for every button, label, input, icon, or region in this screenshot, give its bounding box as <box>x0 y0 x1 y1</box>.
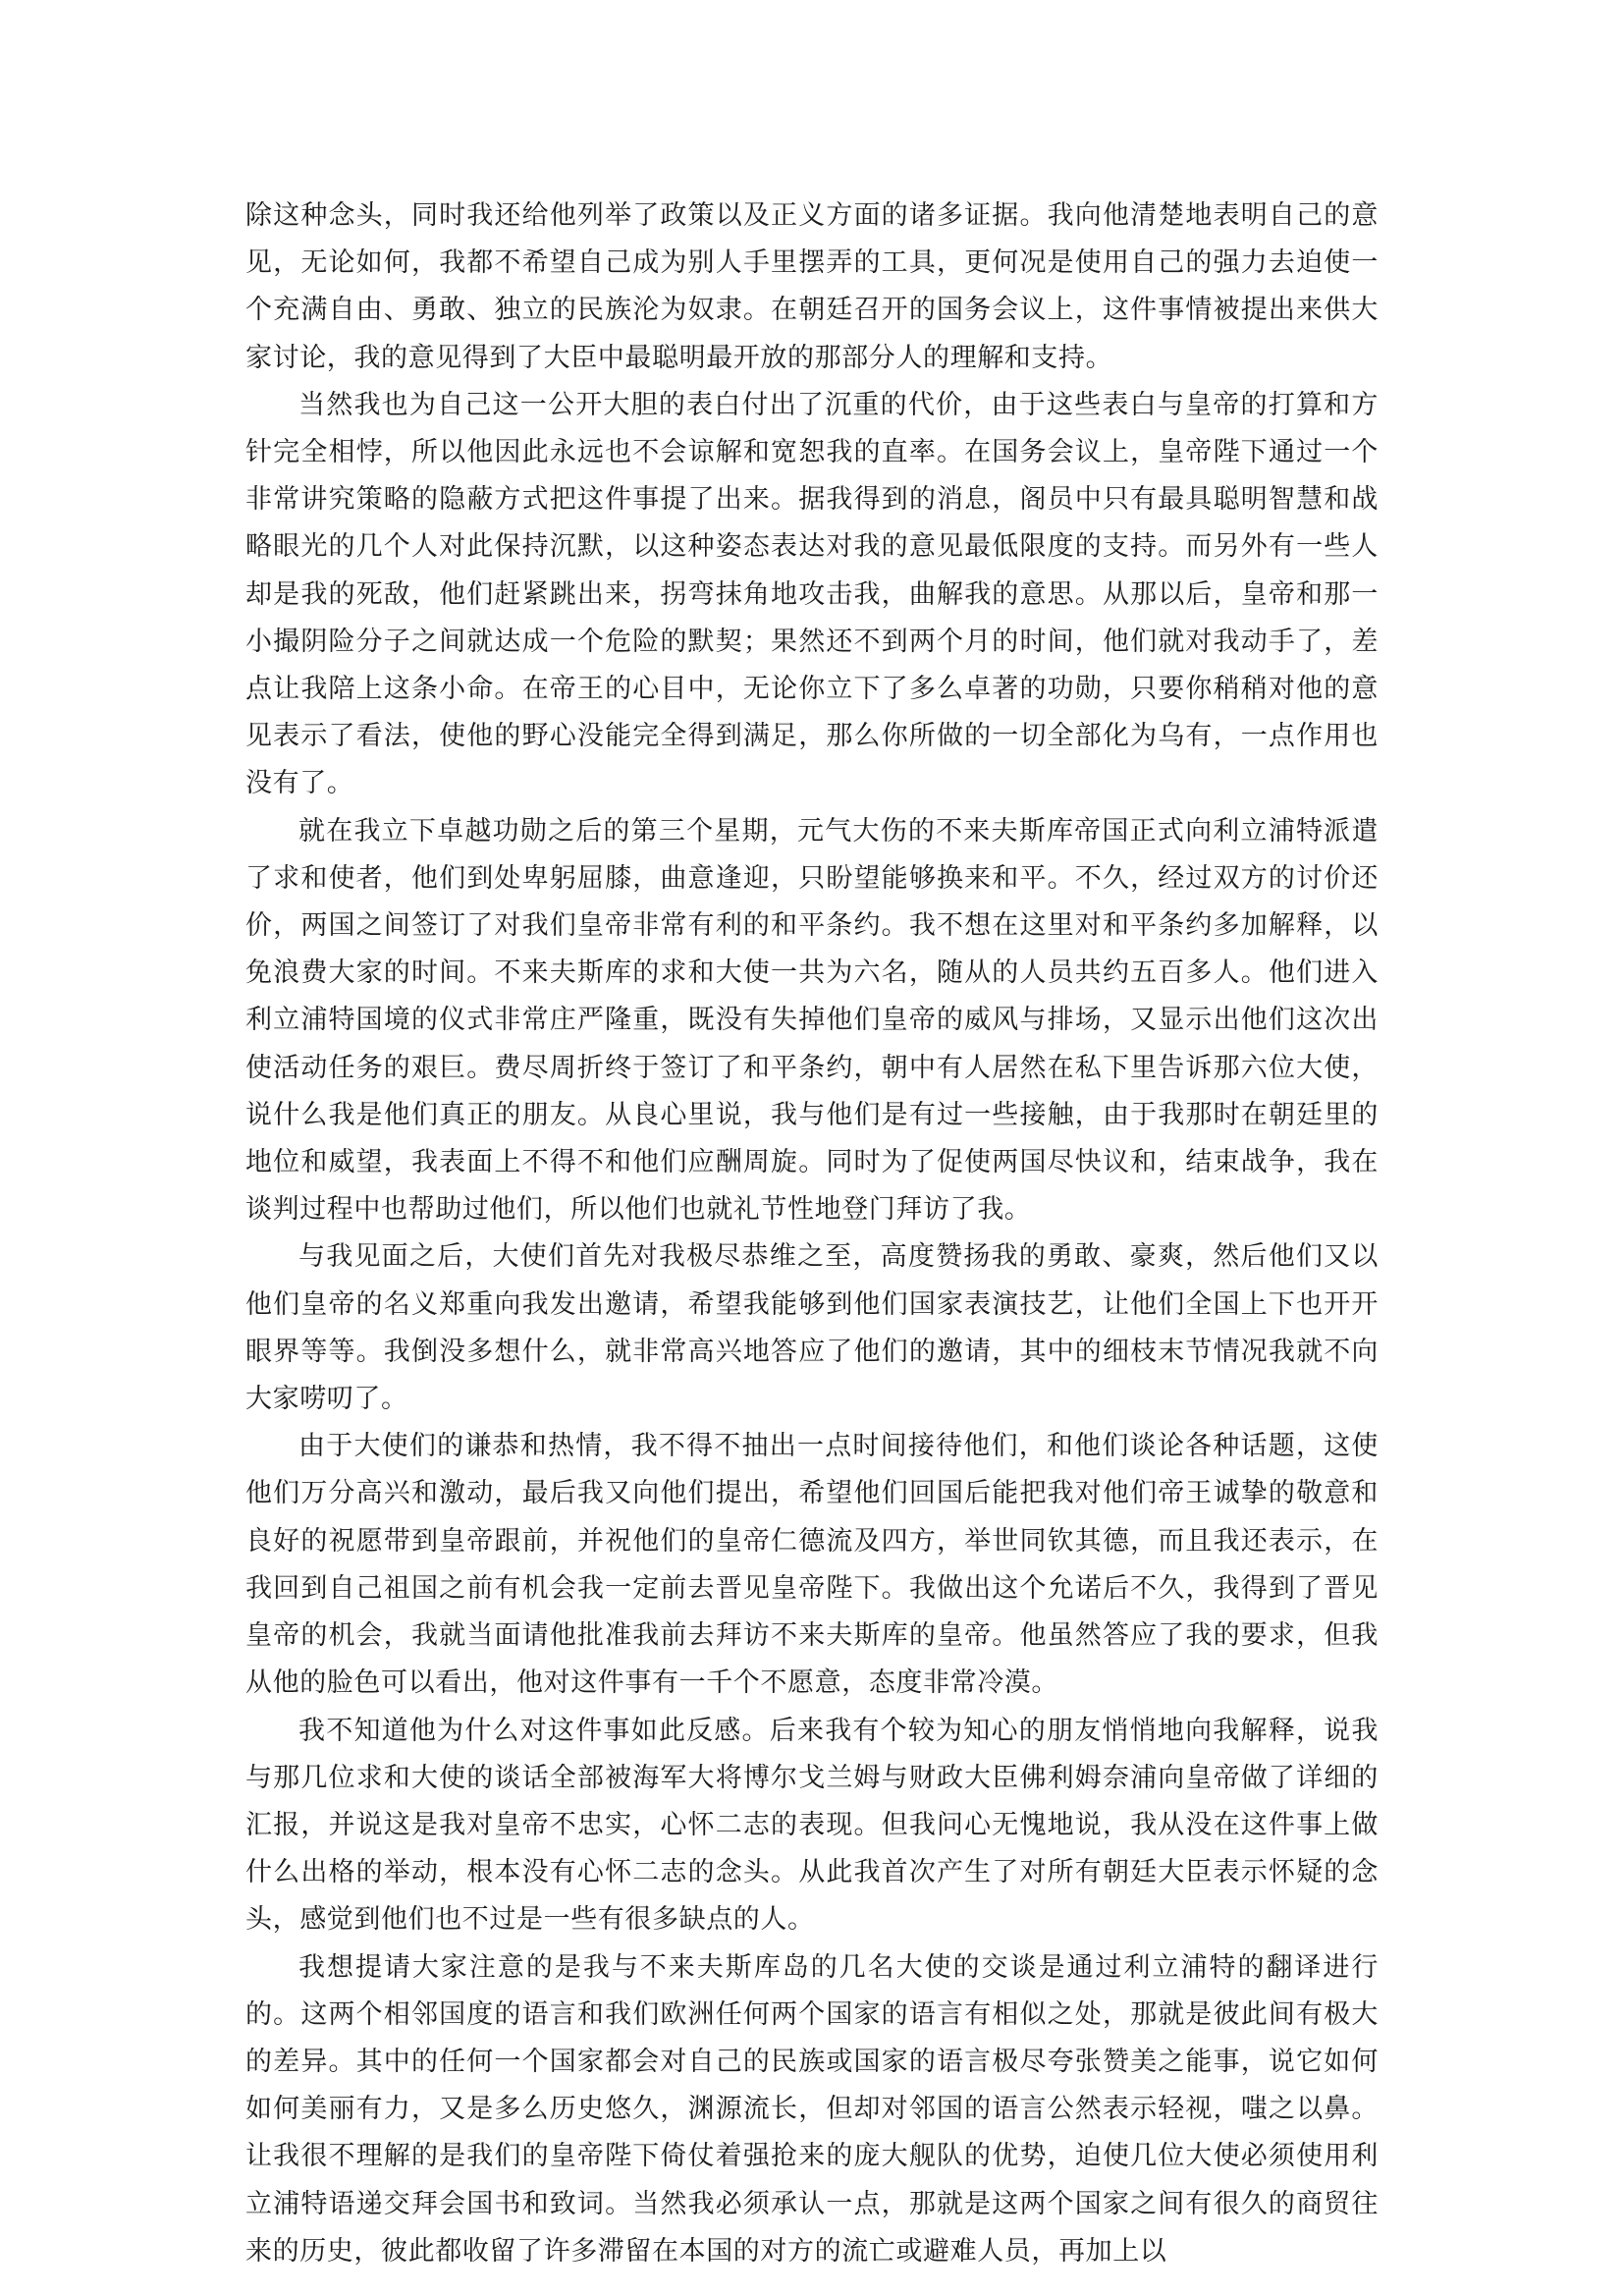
paragraph-4: 与我见面之后，大使们首先对我极尽恭维之至，高度赞扬我的勇敢、豪爽，然后他们又以他们皇帝的名义郑重向我发出邀请，希望我能够到他们国家表演技艺，让他们全国上下也开开眼界等等。我倒没多想什么，就非常高兴地答应了他们的邀请，其中的细枝末节情况我就不向大家唠叨了。 <box>245 1241 1379 1415</box>
paragraph-7: 我想提请大家注意的是我与不来夫斯库岛的几名大使的交谈是通过利立浦特的翻译进行的。这两个相邻国度的语言和我们欧洲任何两个国家的语言有相似之处，那就是彼此间有极大的差异。其中的任何一个国家都会对自己的民族或国家的语言极尽夸张赞美之能事，说它如何如何美丽有力，又是多么历史悠久，渊源流长，但却对邻国的语言公然表示轻视，嗤之以鼻。让我很不理解的是我们的皇帝陛下倚仗着强抢来的庞大舰队的优势，迫使几位大使必须使用利立浦特语递交拜会国书和致词。当然我必须承认一点，那就是这两个国家之间有很久的商贸往来的历史，彼此都收留了许多滞留在本国的对方的流亡或避难人员，再加上以 <box>245 1951 1379 2267</box>
paragraph-1: 除这种念头，同时我还给他列举了政策以及正义方面的诸多证据。我向他清楚地表明自己的意见，无论如何，我都不希望自己成为别人手里摆弄的工具，更何况是使用自己的强力去迫使一个充满自由、勇敢、独立的民族沦为奴隶。在朝廷召开的国务会议上，这件事情被提出来供大家讨论，我的意见得到了大臣中最聪明最开放的那部分人的理解和支持。 <box>245 200 1379 373</box>
document-body <box>245 192 1379 2275</box>
paragraph-3: 就在我立下卓越功勋之后的第三个星期，元气大伤的不来夫斯库帝国正式向利立浦特派遣了求和使者，他们到处卑躬屈膝，曲意逢迎，只盼望能够换来和平。不久，经过双方的讨价还价，两国之间签订了对我们皇帝非常有利的和平条约。我不想在这里对和平条约多加解释，以免浪费大家的时间。不来夫斯库的求和大使一共为六名，随从的人员共约五百多人。他们进入利立浦特国境的仪式非常庄严隆重，既没有失掉他们皇帝的威风与排场，又显示出他们这次出使活动任务的艰巨。费尽周折终于签订了和平条约，朝中有人居然在私下里告诉那六位大使，说什么我是他们真正的朋友。从良心里说，我与他们是有过一些接触，由于我那时在朝廷里的地位和威望，我表面上不得不和他们应酬周旋。同时为了促使两国尽快议和，结束战争，我在谈判过程中也帮助过他们，所以他们也就礼节性地登门拜访了我。 <box>245 815 1379 1226</box>
paragraph-5: 由于大使们的谦恭和热情，我不得不抽出一点时间接待他们，和他们谈论各种话题，这使他们万分高兴和激动，最后我又向他们提出，希望他们回国后能把我对他们帝王诚挚的敬意和良好的祝愿带到皇帝跟前，并祝他们的皇帝仁德流及四方，举世同钦其德，而且我还表示，在我回到自己祖国之前有机会我一定前去晋见皇帝陛下。我做出这个允诺后不久，我得到了晋见皇帝的机会，我就当面请他批准我前去拜访不来夫斯库的皇帝。他虽然答应了我的要求，但我从他的脸色可以看出，他对这件事有一千个不愿意，态度非常冷漠。 <box>245 1431 1379 1699</box>
paragraph-2: 当然我也为自己这一公开大胆的表白付出了沉重的代价，由于这些表白与皇帝的打算和方针完全相悖，所以他因此永远也不会谅解和宽恕我的直率。在国务会议上，皇帝陛下通过一个非常讲究策略的隐蔽方式把这件事提了出来。据我得到的消息，阁员中只有最具聪明智慧和战略眼光的几个人对此保持沉默，以这种姿态表达对我的意见最低限度的支持。而另外有一些人却是我的死敌，他们赶紧跳出来，拐弯抹角地攻击我，曲解我的意思。从那以后，皇帝和那一小撮阴险分子之间就达成一个危险的默契；果然还不到两个月的时间，他们就对我动手了，差点让我陪上这条小命。在帝王的心目中，无论你立下了多么卓著的功勋，只要你稍稍对他的意见表示了看法，使他的野心没能完全得到满足，那么你所做的一切全部化为乌有，一点作用也没有了。 <box>245 389 1379 799</box>
paragraph-6: 我不知道他为什么对这件事如此反感。后来我有个较为知心的朋友悄悄地向我解释，说我与那几位求和大使的谈话全部被海军大将博尔戈兰姆与财政大臣佛利姆奈浦向皇帝做了详细的汇报，并说这是我对皇帝不忠实，心怀二志的表现。但我问心无愧地说，我从没在这件事上做什么出格的举动，根本没有心怀二志的念头。从此我首次产生了对所有朝廷大臣表示怀疑的念头，感觉到他们也不过是一些有很多缺点的人。 <box>245 1715 1379 1936</box>
